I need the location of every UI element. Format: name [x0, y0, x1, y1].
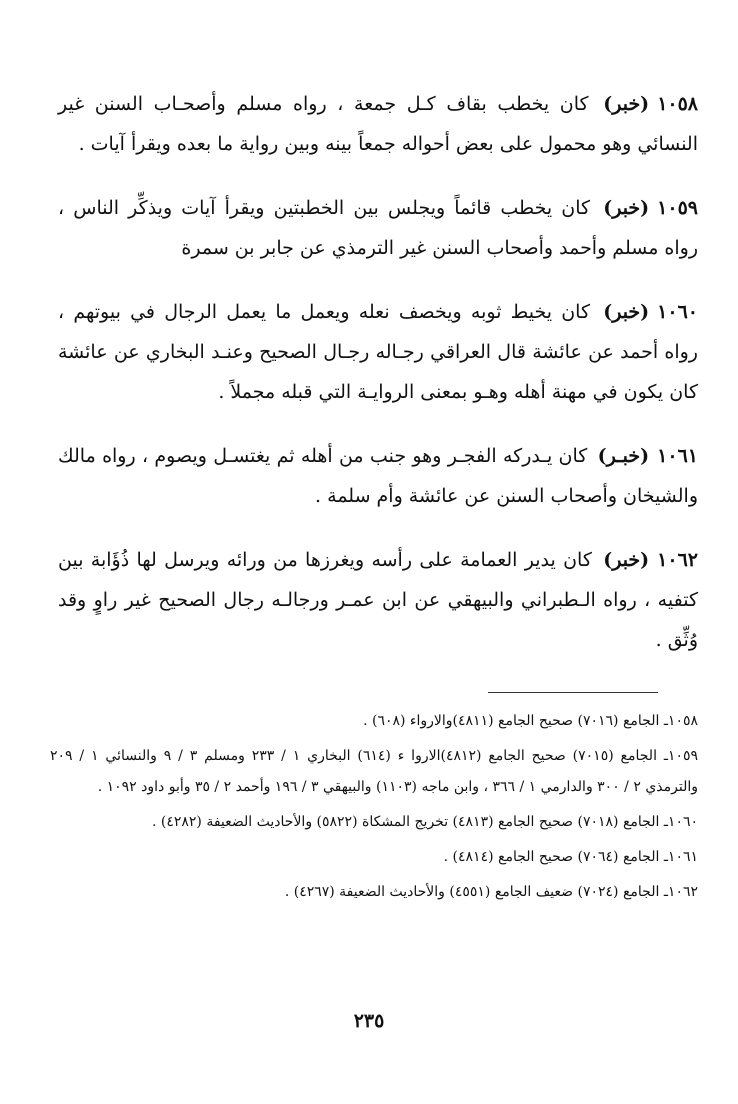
footnote: ١٠٦٠ـ الجامع (٧٠١٨) صحيح الجامع (٤٨١٣) تخريج المشكاة (٥٨٢٢) والأحاديث الضعيفة (٤٢٨٢) . [151, 814, 698, 830]
hadith-text: كان يخطب بقاف كـل جمعة ، رواه مسلم وأصحـاب السنن غير النسائي وهو محمول على بعض أحواله جمعاً بينه وبين رواية ما بعده ويقرأ آيات . [58, 93, 698, 155]
hadith-number: ١٠٦١ [657, 445, 698, 467]
footnote: ١٠٦١ـ الجامع (٧٠٦٤) صحيح الجامع (٤٨١٤) . [443, 849, 698, 865]
page-number: ٢٣٥ [353, 1010, 385, 1032]
hadith-text: كان يدير العمامة على رأسه ويغرزها من ورائه ويرسل لها ذُؤَابة بين كتفيه ، رواه الـطبراني والبيهقي عن ابن عمـر ورجالـه رجال الصحيح غير راوٍ وقد وُثِّق . [58, 549, 698, 651]
hadith-text: كان يخطب قائماً ويجلس بين الخطبتين ويقرأ آيات ويذكِّر الناس ، رواه مسلم وأحمد وأصحاب السنن غير الترمذي عن جابر بن سمرة [58, 197, 698, 259]
hadith-text: كان يخيط ثوبه ويخصف نعله ويعمل ما يعمل الرجال في بيوتهم ، رواه أحمد عن عائشة قال العراقي رجـاله رجـال الصحيح وعنـد البخاري عن عائشة كان يكون في مهنة أهله وهـو بمعنى الروايـة التي قبله مجملاً . [58, 301, 698, 403]
hadith-entry [58, 436, 698, 516]
hadith-number: ١٠٦٢ [657, 549, 698, 571]
hadith-tag: (خبر) [603, 93, 650, 115]
hadith-entry [58, 292, 698, 412]
hadith-entry [58, 84, 698, 164]
hadith-number: ١٠٦٠ [657, 301, 698, 323]
hadith-entry [58, 540, 698, 660]
hadith-tag: (خبر) [603, 197, 650, 219]
hadith-tag: (خبـر) [597, 445, 650, 467]
main-text [58, 84, 698, 684]
footnotes [50, 706, 698, 912]
footnote: ١٠٥٩ـ الجامع (٧٠١٥) صحيح الجامع (٤٨١٢)الاروا ء (٦١٤) البخاري ١ / ٢٣٣ ومسلم ٣ / ٩ والنسائي ١ / ٢٠٩ والترمذي ٢ / ٣٠٠ والدارمي ١ / ٣٦٦ ، وابن ماجه (١١٠٣) والبيهقي ٣ / ١٩٦ وأحمد ٢ / ٣٥ وأبو داود ١٠٩٢ . [50, 748, 698, 795]
hadith-entry [58, 188, 698, 268]
footnote: ١٠٥٨ـ الجامع (٧٠١٦) صحيح الجامع (٤٨١١)والارواء (٦٠٨) . [363, 713, 698, 729]
hadith-number: ١٠٥٨ [657, 93, 699, 115]
hadith-tag: (خبر) [603, 301, 650, 323]
hadith-number: ١٠٥٩ [657, 197, 698, 219]
hadith-tag: (خبر) [603, 549, 650, 571]
hadith-text: كان يـدركه الفجـر وهو جنب من أهله ثم يغتسـل ويصوم ، رواه مالك والشيخان وأصحاب السنن عن عائشة وأم سلمة . [58, 445, 698, 507]
footnote: ١٠٦٢ـ الجامع (٧٠٢٤) ضعيف الجامع (٤٥٥١) والأحاديث الضعيفة (٤٢٦٧) . [284, 884, 698, 900]
footnote-divider [488, 692, 658, 693]
